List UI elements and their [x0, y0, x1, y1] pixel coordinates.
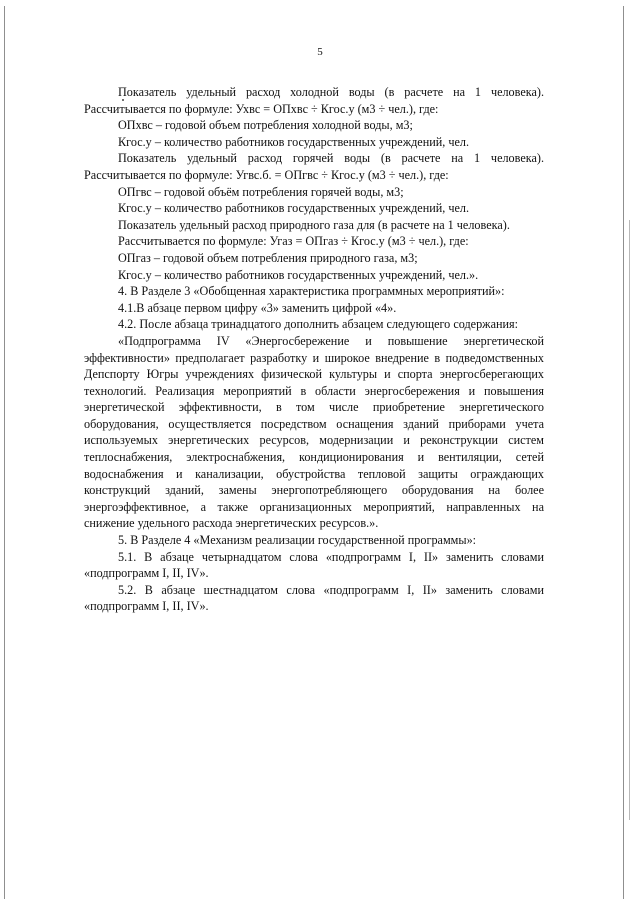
paragraph-employees-count-3: Кгос.у – количество работников государственных учреждений, чел.». — [118, 267, 479, 282]
paragraph-hot-water-volume: ОПгвс – годовой объём потребления горячей воды, м3; — [118, 184, 404, 199]
paragraph-employees-count-2: Кгос.у – количество работников государственных учреждений, чел. — [118, 201, 470, 216]
paragraph-gas-volume: ОПгаз – годовой объем потребления природного газа, м3; — [118, 250, 418, 265]
paragraph-subprogram-iv: «Подпрограмма IV «Энергосбережение и повышение энергетической эффективности» предполагает разработку и широкое внедрение в подведомственных Депспорту Югры учреждениях физической культуры и спорта энергосберегающих технологий. Реализация мероприятий в области энергосбережения и повышения энергетической эффективности, в том числе приобретение энергетического оборудования, осуществляется посредством оснащения зданий приборами учета используемых энергетических ресурсов, модернизации и реконструкции систем теплоснабжения, электроснабжения, кондиционирования и вентиляции, сетей водоснабжения и канализации, обустройства тепловой защиты ограждающих конструкций зданий, замены энергопотребляющего оборудования на более энергоэффективное, а также организационных мероприятий, направленных на снижение удельного расхода энергетических ресурсов.». — [84, 333, 544, 531]
paragraph-item-5-2: 5.2. В абзаце шестнадцатом слова «подпрограмм I, II» заменить словами «подпрограмм I, II, IV». — [84, 582, 544, 614]
paragraph-item-4-1: 4.1.В абзаце первом цифру «3» заменить цифрой «4». — [118, 300, 397, 315]
paragraph-employees-count-1: Кгос.у – количество работников государственных учреждений, чел. — [118, 134, 470, 149]
document-body — [84, 84, 544, 615]
paragraph-gas-formula: Рассчитывается по формуле: Угаз = ОПгаз ÷ Кгос.у (м3 ÷ чел.), где: — [118, 234, 469, 249]
page-number: 5 — [317, 46, 323, 58]
scan-left-edge — [4, 6, 5, 899]
scan-right-edge — [623, 6, 624, 899]
paragraph-hot-water-indicator: Показатель удельный расход горячей воды (в расчете на 1 человека). Рассчитывается по формуле: Угвс.б. = ОПгвс ÷ Кгос.у (м3 ÷ чел.), где: — [84, 151, 544, 182]
paragraph-cold-water-indicator: Показатель удельный расход холодной воды (в расчете на 1 человека). Рассчитывается по формуле: Ухвс = ОПхвс ÷ Кгос.у (м3 ÷ чел.), где: — [84, 85, 544, 116]
paragraph-section-4-heading: 5. В Разделе 4 «Механизм реализации государственной программы»: — [118, 533, 477, 548]
paragraph-section-3-heading: 4. В Разделе 3 «Обобщенная характеристика программных мероприятий»: — [118, 284, 505, 299]
scan-right-edge-shadow — [629, 220, 630, 820]
paragraph-item-5-1: 5.1. В абзаце четырнадцатом слова «подпрограмм I, II» заменить словами «подпрограмм I, II, IV». — [84, 549, 544, 581]
paragraph-cold-water-volume: ОПхвс – годовой объем потребления холодной воды, м3; — [118, 118, 413, 133]
paragraph-item-4-2: 4.2. После абзаца тринадцатого дополнить абзацем следующего содержания: — [118, 317, 519, 332]
paragraph-gas-indicator: Показатель удельный расход природного газа для (в расчете на 1 человека). — [118, 217, 510, 232]
